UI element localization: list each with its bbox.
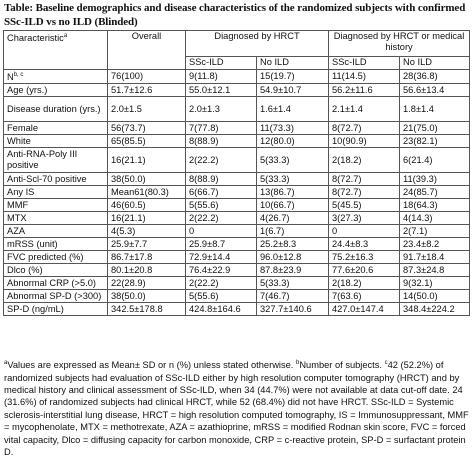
cell-overall: 51.7±12.6: [108, 84, 186, 97]
row-label: Age (yrs.): [4, 84, 108, 97]
cell-g2-no: 87.3±24.8: [400, 264, 470, 277]
cell-g1-ssc: 2(22.2): [186, 148, 257, 173]
row-label: White: [4, 135, 108, 148]
footnotes: [4, 357, 472, 458]
cell-g1-no: 13(86.7): [257, 186, 329, 199]
cell-overall: 342.5±178.8: [108, 303, 186, 316]
row-label: MMF: [4, 199, 108, 212]
cell-g2-ssc: 2.1±1.4: [329, 97, 400, 122]
cell-overall: 65(85.5): [108, 135, 186, 148]
cell-g1-no: 1(6.7): [257, 225, 329, 238]
cell-g1-no: 15(19.7): [257, 70, 329, 84]
cell-overall: 4(5.3): [108, 225, 186, 238]
cell-g2-no: 24(85.7): [400, 186, 470, 199]
row-label: FVC predicted (%): [4, 251, 108, 264]
cell-g2-ssc: 3(27.3): [329, 212, 400, 225]
header-overall: Overall: [108, 31, 186, 70]
cell-overall: 38(50.0): [108, 173, 186, 186]
cell-g2-ssc: 2(18.2): [329, 148, 400, 173]
cell-g2-no: 14(50.0): [400, 290, 470, 303]
row-label: mRSS (unit): [4, 238, 108, 251]
cell-g1-no: 327.7±140.6: [257, 303, 329, 316]
cell-g1-no: 1.6±1.4: [257, 97, 329, 122]
table-row: [4, 70, 470, 84]
cell-g1-no: 5(33.3): [257, 173, 329, 186]
cell-g1-no: 4(26.7): [257, 212, 329, 225]
row-label: SP-D (ng/mL): [4, 303, 108, 316]
cell-overall: 80.1±20.8: [108, 264, 186, 277]
cell-g2-ssc: 24.4±8.3: [329, 238, 400, 251]
cell-g2-ssc: 10(90.9): [329, 135, 400, 148]
cell-g2-no: 56.6±13.4: [400, 84, 470, 97]
cell-g1-no: 12(80.0): [257, 135, 329, 148]
cell-g2-ssc: 8(72.7): [329, 186, 400, 199]
cell-g2-no: 91.7±18.4: [400, 251, 470, 264]
cell-overall: 56(73.7): [108, 122, 186, 135]
cell-g1-ssc: 424.8±164.6: [186, 303, 257, 316]
row-label: Any IS: [4, 186, 108, 199]
cell-g2-ssc: 8(72.7): [329, 173, 400, 186]
table-row: [4, 199, 470, 212]
table-row: [4, 173, 470, 186]
row-label: Abnormal SP-D (>300): [4, 290, 108, 303]
header-group-hrct-or-history: Diagnosed by HRCT or medical history: [329, 31, 470, 57]
header-g1-no-ild: No ILD: [257, 57, 329, 70]
cell-g1-ssc: 2(22.2): [186, 277, 257, 290]
table-row: [4, 135, 470, 148]
cell-g2-no: 28(36.8): [400, 70, 470, 84]
table-row: [4, 264, 470, 277]
table-row: [4, 186, 470, 199]
cell-overall: 38(50.0): [108, 290, 186, 303]
cell-overall: 25.9±7.7: [108, 238, 186, 251]
row-label: Female: [4, 122, 108, 135]
cell-overall: 2.0±1.5: [108, 97, 186, 122]
cell-g2-ssc: 75.2±16.3: [329, 251, 400, 264]
table-row: [4, 84, 470, 97]
row-label: MTX: [4, 212, 108, 225]
cell-g1-no: 10(66.7): [257, 199, 329, 212]
cell-g2-ssc: 56.2±11.6: [329, 84, 400, 97]
table-row: [4, 251, 470, 264]
header-g2-no-ild: No ILD: [400, 57, 470, 70]
row-label: N$^{b, c}$: [4, 70, 108, 84]
cell-g2-no: 23(82.1): [400, 135, 470, 148]
cell-g1-no: 87.8±23.9: [257, 264, 329, 277]
row-label: AZA: [4, 225, 108, 238]
cell-g1-no: 7(46.7): [257, 290, 329, 303]
cell-g2-no: 2(7.1): [400, 225, 470, 238]
cell-overall: 76(100): [108, 70, 186, 84]
cell-g2-ssc: 0: [329, 225, 400, 238]
cell-g2-ssc: 2(18.2): [329, 277, 400, 290]
header-characteristic: Characteristic$^a$: [4, 31, 108, 70]
cell-g1-no: 54.9±10.7: [257, 84, 329, 97]
cell-g2-no: 18(64.3): [400, 199, 470, 212]
row-label: Dlco (%): [4, 264, 108, 277]
table-row: [4, 122, 470, 135]
cell-overall: 16(21.1): [108, 212, 186, 225]
cell-g1-no: 96.0±12.8: [257, 251, 329, 264]
table-row: [4, 238, 470, 251]
cell-g1-ssc: 2.0±1.3: [186, 97, 257, 122]
table-row: [4, 277, 470, 290]
footnote-text: $^a$Values are expressed as Mean± SD or n (%) unless stated otherwise. $^b$Number of subjects. $^c$42 (52.2%) of randomized subjects had evaluation of SSc-ILD either by high resolution computer tomography (HRCT) and by medical history and clinical assessment of SSc-ILD, when 34 (44.7%) were not available at data cut-off date. 24 (31.6%) of randomized subjects had clinical HRCT, while 52 (68.4%) did not have HRCT. SSc-ILD = Systemic sclerosis-interstitial lung disease, HRCT = high resolution computed tomography, IS = Immunosuppressant, MMF = mycophenolate, MTX = methotrexate, AZA = azathioprine, mRSS = modified Rodnan skin score, FVC = forced vital capacity, Dlco = diffusing capacity for carbon monoxide, CRP = c-reactive protein, SP-D = surfactant protein D.: [4, 360, 469, 457]
cell-g1-ssc: 2(22.2): [186, 212, 257, 225]
row-label: Disease duration (yrs.): [4, 97, 108, 122]
cell-g2-no: 11(39.3): [400, 173, 470, 186]
cell-g2-ssc: 11(14.5): [329, 70, 400, 84]
cell-overall: 16(21.1): [108, 148, 186, 173]
table-row: [4, 303, 470, 316]
table-caption: Table: Baseline demographics and disease characteristics of the randomized subjects with confirmed SSc-ILD vs no ILD (Blinded): [4, 2, 466, 28]
cell-g1-ssc: 8(88.9): [186, 135, 257, 148]
header-group-hrct: Diagnosed by HRCT: [186, 31, 329, 57]
table-row: [4, 290, 470, 303]
cell-g2-ssc: 427.0±147.4: [329, 303, 400, 316]
row-label: Abnormal CRP (>5.0): [4, 277, 108, 290]
cell-g1-ssc: 9(11.8): [186, 70, 257, 84]
table-row: [4, 212, 470, 225]
cell-g1-no: 5(33.3): [257, 277, 329, 290]
cell-g2-ssc: 7(63.6): [329, 290, 400, 303]
cell-g1-ssc: 8(88.9): [186, 173, 257, 186]
cell-g1-ssc: 76.4±22.9: [186, 264, 257, 277]
cell-g1-ssc: 5(55.6): [186, 199, 257, 212]
cell-g1-no: 11(73.3): [257, 122, 329, 135]
cell-g2-no: 21(75.0): [400, 122, 470, 135]
cell-g2-ssc: 5(45.5): [329, 199, 400, 212]
cell-g1-no: 5(33.3): [257, 148, 329, 173]
cell-g1-ssc: 0: [186, 225, 257, 238]
cell-g1-ssc: 6(66.7): [186, 186, 257, 199]
cell-g2-no: 348.4±224.2: [400, 303, 470, 316]
cell-overall: 22(28.9): [108, 277, 186, 290]
cell-g1-ssc: 55.0±12.1: [186, 84, 257, 97]
demographics-table: [3, 30, 470, 316]
table-row: [4, 97, 470, 122]
cell-overall: 86.7±17.8: [108, 251, 186, 264]
cell-g2-no: 4(14.3): [400, 212, 470, 225]
cell-g1-ssc: 72.9±14.4: [186, 251, 257, 264]
header-g1-ssc-ild: SSc-ILD: [186, 57, 257, 70]
cell-g1-no: 25.2±8.3: [257, 238, 329, 251]
table-row: [4, 225, 470, 238]
table-row: [4, 148, 470, 173]
cell-overall: Mean61(80.3): [108, 186, 186, 199]
header-g2-ssc-ild: SSc-ILD: [329, 57, 400, 70]
cell-g1-ssc: 7(77.8): [186, 122, 257, 135]
row-label: Anti-Scl-70 positive: [4, 173, 108, 186]
cell-g2-no: 23.4±8.2: [400, 238, 470, 251]
cell-g1-ssc: 25.9±8.7: [186, 238, 257, 251]
cell-g2-no: 1.8±1.4: [400, 97, 470, 122]
cell-g1-ssc: 5(55.6): [186, 290, 257, 303]
header-row-1: [4, 31, 470, 57]
cell-g2-ssc: 77.6±20.6: [329, 264, 400, 277]
cell-overall: 46(60.5): [108, 199, 186, 212]
cell-g2-ssc: 8(72.7): [329, 122, 400, 135]
cell-g2-no: 9(32.1): [400, 277, 470, 290]
cell-g2-no: 6(21.4): [400, 148, 470, 173]
row-label: Anti-RNA-Poly III positive: [4, 148, 108, 173]
